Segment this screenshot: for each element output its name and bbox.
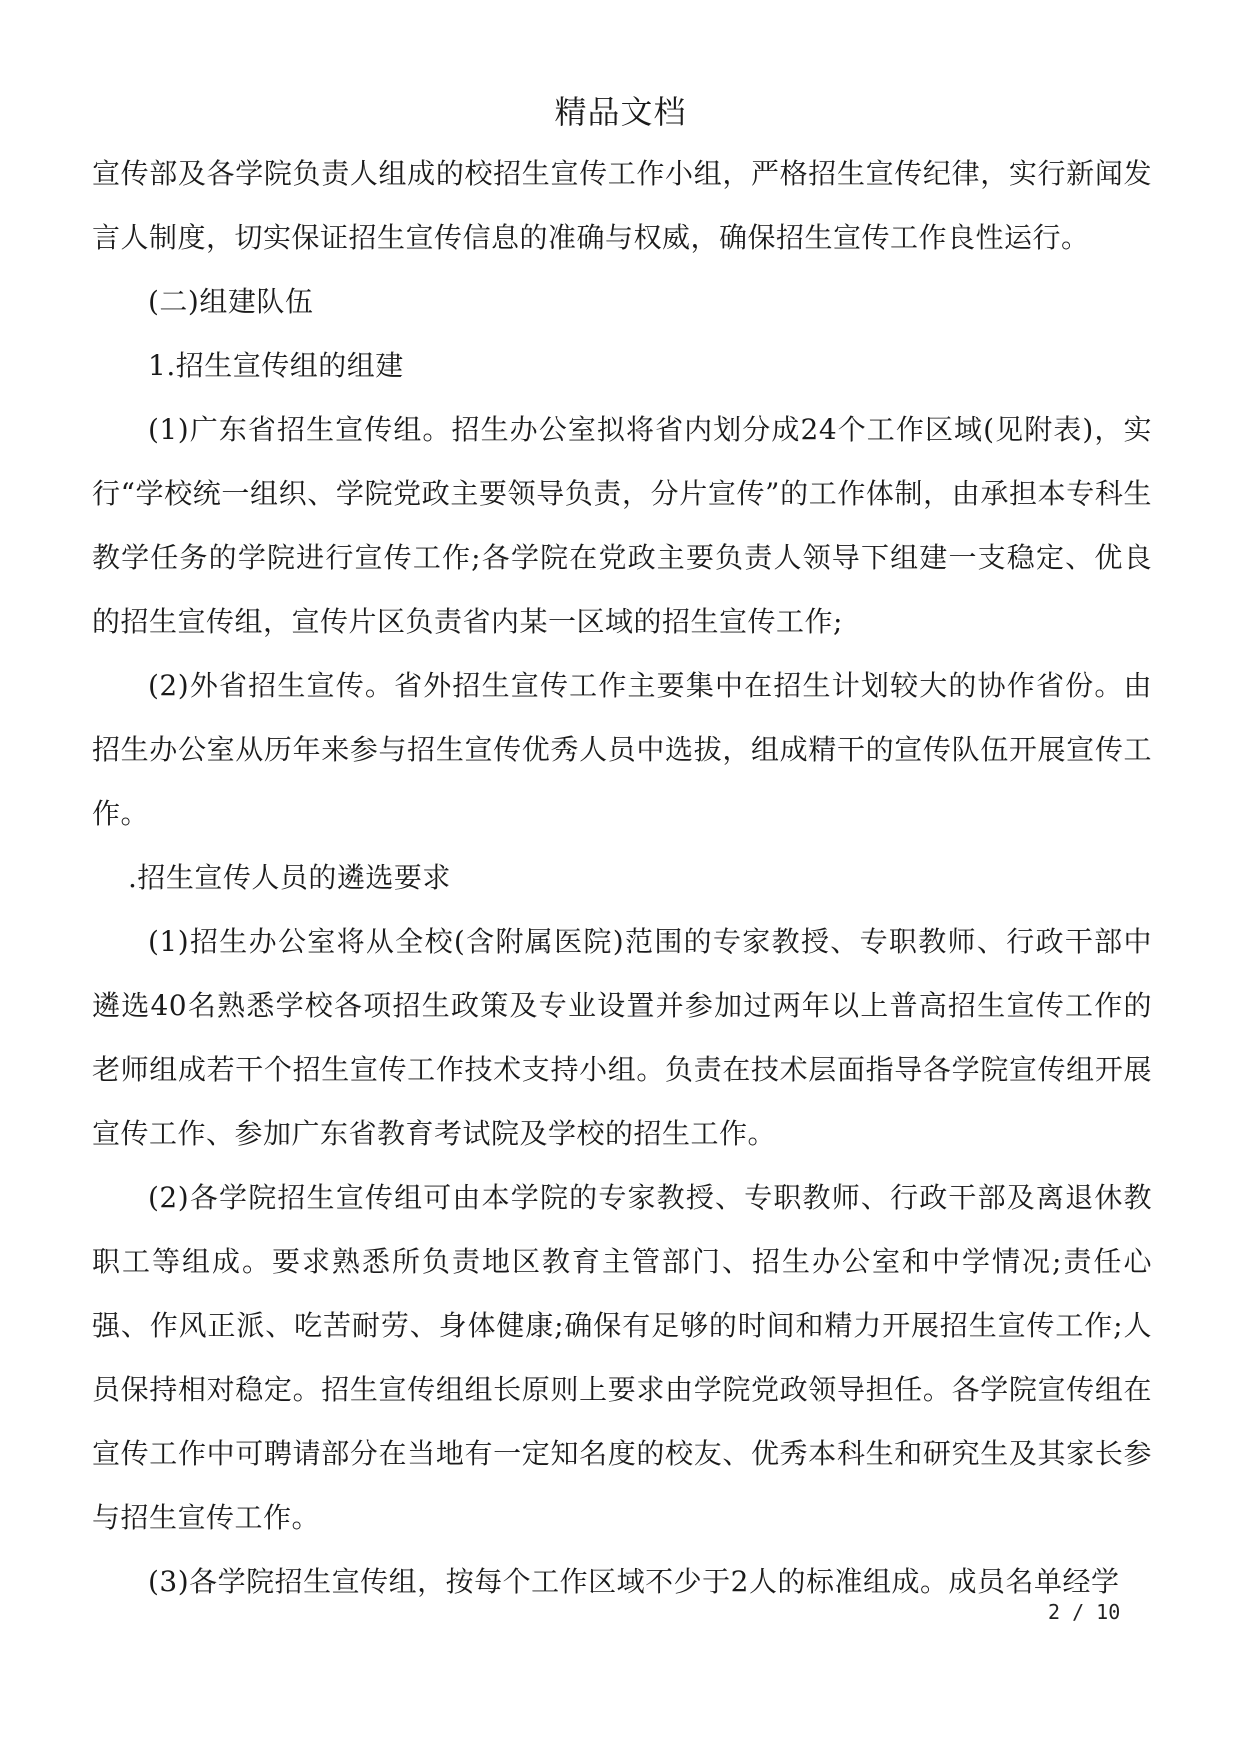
- paragraph-selection-1: (1)招生办公室将从全校(含附属医院)范围的专家教授、专职教师、行政干部中遴选40名熟悉学校各项招生政策及专业设置并参加过两年以上普高招生宣传工作的老师组成若干个招生宣传工作技术支持小组。负责在技术层面指导各学院宣传组开展宣传工作、参加广东省教育考试院及学校的招生工作。: [92, 925, 1152, 1150]
- paragraph-selection-3: (3)各学院招生宣传组，按每个工作区域不少于2人的标准组成。成员名单经学: [148, 1565, 1120, 1598]
- page-number: 2 / 10: [1048, 1600, 1121, 1624]
- paragraph-guangdong-team: (1)广东省招生宣传组。招生办公室拟将省内划分成24个工作区域(见附表)，实行“学校统一组织、学院党政主要领导负责，分片宣传”的工作体制，由承担本专科生教学任务的学院进行宣传工作;各学院在党政主要负责人领导下组建一支稳定、优良的招生宣传组，宣传片区负责省内某一区域的招生宣传工作;: [92, 413, 1152, 638]
- subheading-team-formation: 1.招生宣传组的组建: [148, 349, 404, 382]
- section-heading-organize-team: (二)组建队伍: [148, 285, 314, 318]
- document-body: [92, 142, 1152, 1614]
- subheading-selection-requirements: .招生宣传人员的遴选要求: [128, 861, 451, 894]
- paragraph-other-provinces: (2)外省招生宣传。省外招生宣传工作主要集中在招生计划较大的协作省份。由招生办公室从历年来参与招生宣传优秀人员中选拔，组成精干的宣传队伍开展宣传工作。: [92, 669, 1152, 830]
- page-header-title: 精品文档: [554, 93, 687, 131]
- paragraph-continuation: 宣传部及各学院负责人组成的校招生宣传工作小组，严格招生宣传纪律，实行新闻发言人制度，切实保证招生宣传信息的准确与权威，确保招生宣传工作良性运行。: [92, 157, 1152, 254]
- paragraph-selection-2: (2)各学院招生宣传组可由本学院的专家教授、专职教师、行政干部及离退休教职工等组成。要求熟悉所负责地区教育主管部门、招生办公室和中学情况;责任心强、作风正派、吃苦耐劳、身体健康;确保有足够的时间和精力开展招生宣传工作;人员保持相对稳定。招生宣传组组长原则上要求由学院党政领导担任。各学院宣传组在宣传工作中可聘请部分在当地有一定知名度的校友、优秀本科生和研究生及其家长参与招生宣传工作。: [92, 1181, 1152, 1534]
